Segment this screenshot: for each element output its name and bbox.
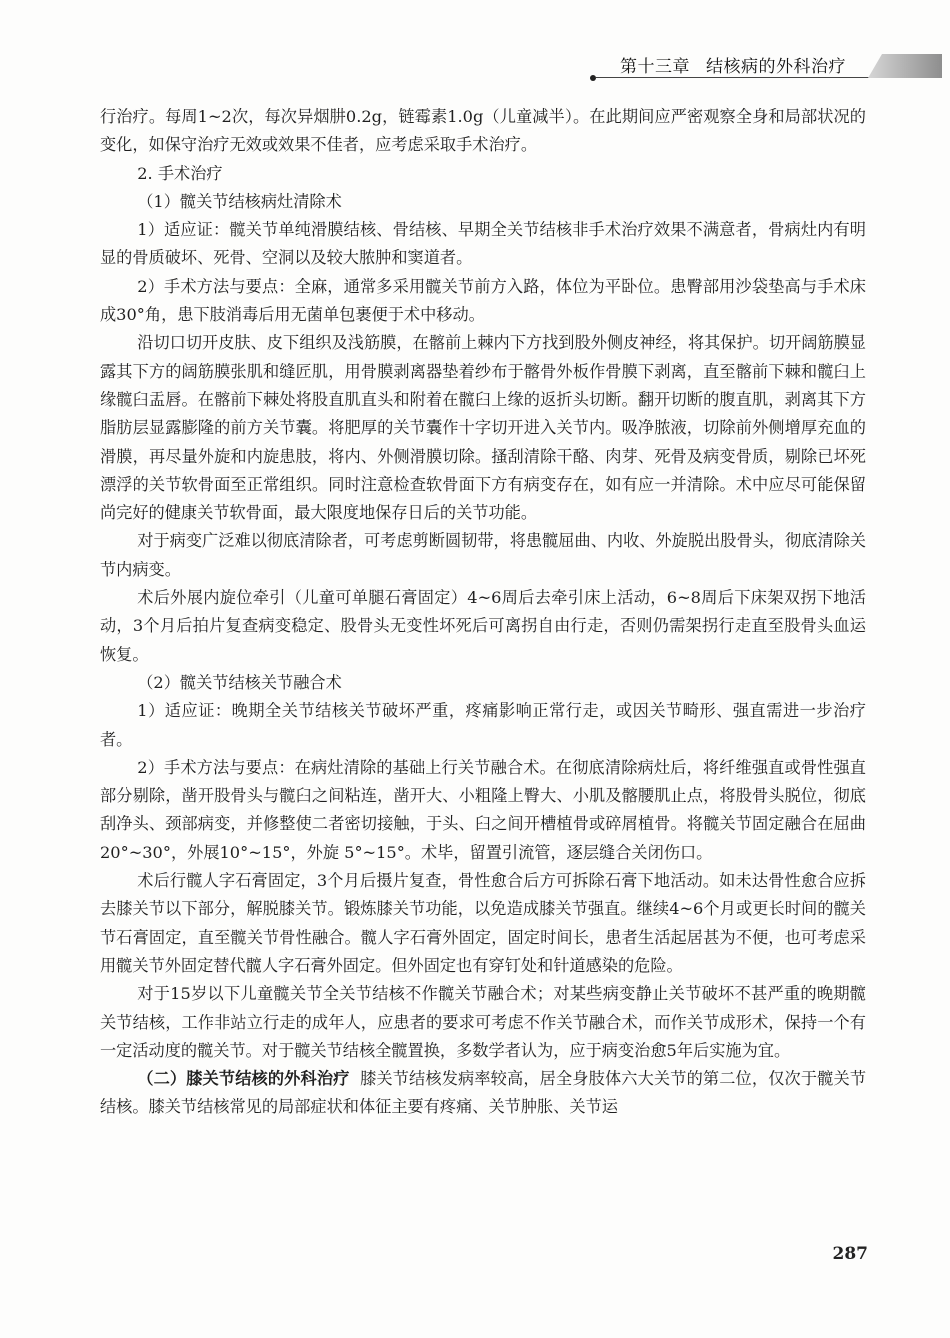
header-bullet-icon (590, 75, 596, 81)
paragraph: 沿切口切开皮肤、皮下组织及浅筋膜，在髂前上棘内下方找到股外侧皮神经，将其保护。切开阔筋膜显露其下方的阔筋膜张肌和缝匠肌，用骨膜剥离器垫着纱布于髂骨外板作骨膜下剥离，直至髂前下棘和髋臼上缘髋臼盂唇。在髂前下棘处将股直肌直头和附着在髋臼上缘的返折头切断。翻开切断的腹直肌，剥离其下方脂肪层显露膨隆的前方关节囊。将肥厚的关节囊作十字切开进入关节内。吸净脓液，切除前外侧增厚充血的滑膜，再尽量外旋和内旋患肢，将内、外侧滑膜切除。搔刮清除干酪、肉芽、死骨及病变骨质，剔除已坏死漂浮的关节软骨面至正常组织。同时注意检查软骨面下方有病变存在，如有应一并清除。术中应尽可能保留尚完好的健康关节软骨面，最大限度地保存日后的关节功能。 (100, 333, 866, 523)
paragraph: 2）手术方法与要点：在病灶清除的基础上行关节融合术。在彻底清除病灶后，将纤维强直或骨性强直部分剔除，凿开股骨头与髋臼之间粘连，凿开大、小粗隆上臀大、小肌及髂腰肌止点，将股骨头脱位，彻底刮净头、颈部病变，并修整使二者密切接触，于头、臼之间开槽植骨或碎屑植骨。将髋关节固定融合在屈曲20°~30°，外展10°~15°，外旋 5°~15°。术毕，留置引流管，逐层缝合关闭伤口。 (100, 757, 866, 862)
paragraph-knee-text: 膝关节结核发病率较高，居全身肢体六大关节的第二位，仅次于髋关节结核。膝关节结核常见的局部症状和体征主要有疼痛、关节肿胀、关节运 (100, 1069, 867, 1117)
chapter-title: 结核病的外科治疗 (706, 57, 846, 77)
header-rule (596, 77, 886, 78)
paragraph: 对于15岁以下儿童髋关节全关节结核不作髋关节融合术；对某些病变静止关节破坏不甚严重的晚期髋关节结核，工作非站立行走的成年人，应患者的要求可考虑不作关节融合术，而作关节成形术，保持一个有一定活动度的髋关节。对于髋关节结核全髋置换，多数学者认为，应于病变治愈5年后实施为宜。 (100, 984, 866, 1060)
paragraph: 术后外展内旋位牵引（儿童可单腿石膏固定）4~6周后去牵引床上活动，6~8周后下床架双拐下地活动，3个月后拍片复查病变稳定、股骨头无变性坏死后可离拐自由行走，否则仍需架拐行走直至股骨头血运恢复。 (100, 588, 866, 664)
paragraph: 对于病变广泛难以彻底清除者，可考虑剪断圆韧带，将患髋屈曲、内收、外旋脱出股骨头，彻底清除关节内病变。 (100, 531, 866, 579)
paragraph: 1）适应证：髋关节单纯滑膜结核、骨结核、早期全关节结核非手术治疗效果不满意者，骨病灶内有明显的骨质破坏、死骨、空洞以及较大脓肿和窦道者。 (100, 220, 866, 268)
paragraph: 1）适应证：晚期全关节结核关节破坏严重，疼痛影响正常行走，或因关节畸形、强直需进一步治疗者。 (100, 701, 866, 749)
section-heading-knee: （二）膝关节结核的外科治疗 (137, 1069, 350, 1089)
header-decoration-stripe (868, 54, 942, 78)
body-text (100, 103, 866, 1122)
paragraph: 2）手术方法与要点：全麻，通常多采用髋关节前方入路，体位为平卧位。患臀部用沙袋垫高与手术床成30°角，患下肢消毒后用无菌单包裹便于术中移动。 (100, 276, 866, 325)
section-heading-surgery: 2. 手术治疗 (137, 163, 223, 183)
page-number: 287 (832, 1244, 868, 1264)
paragraph-continuation: 行治疗。每周1~2次，每次异烟肼0.2g，链霉素1.0g（儿童减半）。在此期间应严密观察全身和局部状况的变化，如保守治疗无效或效果不佳者，应考虑采取手术治疗。 (100, 107, 866, 155)
header-title (620, 52, 846, 77)
chapter-number: 第十三章 (620, 57, 690, 77)
paragraph-knee (100, 1065, 866, 1122)
subsection-heading-fusion: （2）髋关节结核关节融合术 (137, 672, 342, 692)
subsection-heading-debridement: （1）髋关节结核病灶清除术 (137, 191, 342, 211)
running-header (590, 52, 945, 82)
paragraph: 术后行髋人字石膏固定，3个月后摄片复查，骨性愈合后方可拆除石膏下地活动。如未达骨性愈合应拆去膝关节以下部分，解脱膝关节。锻炼膝关节功能，以免造成膝关节强直。继续4~6个月或更长时间的髋关节石膏固定，直至髋关节骨性融合。髋人字石膏外固定，固定时间长，患者生活起居甚为不便，也可考虑采用髋关节外固定替代髋人字石膏外固定。但外固定也有穿钉处和针道感染的危险。 (100, 871, 866, 975)
